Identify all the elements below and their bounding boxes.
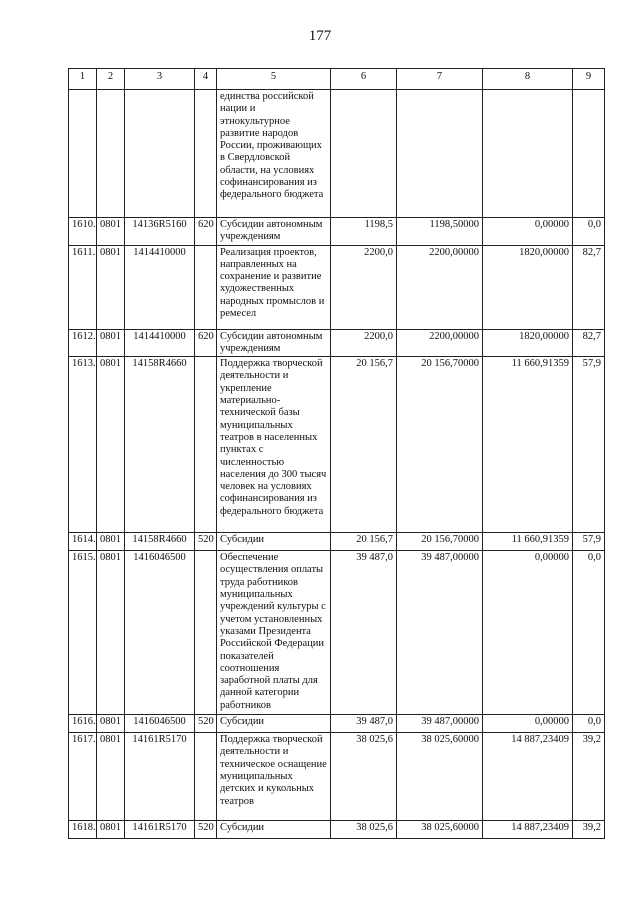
col-header-8: 8 bbox=[483, 69, 573, 90]
section-code: 0801 bbox=[97, 821, 125, 839]
planned-amount: 20 156,7 bbox=[331, 357, 397, 533]
expense-type-code: 620 bbox=[195, 329, 217, 357]
row-number: 1610. bbox=[69, 218, 97, 246]
row-number: 1617. bbox=[69, 733, 97, 821]
item-description: Поддержка творческой деятельности и укрепление материально-технической базы муниципальных театров в населенных пунктах с численностью населения до 300 тысяч человек на условиях софинансирования из федерального бюджета bbox=[217, 357, 331, 533]
item-description: Субсидии автономным учреждениям bbox=[217, 329, 331, 357]
target-article-code bbox=[125, 90, 195, 218]
table-row bbox=[69, 551, 605, 715]
item-description: Обеспечение осуществления оплаты труда работников муниципальных учреждений культуры с учетом установленных указами Президента Российской Федерации показателей соотношения заработной платы для данной категории работников bbox=[217, 551, 331, 715]
row-number: 1616. bbox=[69, 715, 97, 733]
table-row bbox=[69, 218, 605, 246]
col-header-7: 7 bbox=[397, 69, 483, 90]
table-row bbox=[69, 821, 605, 839]
approved-amount: 39 487,00000 bbox=[397, 551, 483, 715]
table-row bbox=[69, 715, 605, 733]
item-description: Субсидии bbox=[217, 821, 331, 839]
target-article-code: 1414410000 bbox=[125, 245, 195, 329]
col-header-1: 1 bbox=[69, 69, 97, 90]
expense-type-code bbox=[195, 245, 217, 329]
col-header-3: 3 bbox=[125, 69, 195, 90]
execution-percent: 57,9 bbox=[573, 357, 605, 533]
row-number: 1618. bbox=[69, 821, 97, 839]
executed-amount: 0,00000 bbox=[483, 715, 573, 733]
target-article-code: 14158R4660 bbox=[125, 533, 195, 551]
approved-amount bbox=[397, 90, 483, 218]
table-row bbox=[69, 329, 605, 357]
executed-amount: 1820,00000 bbox=[483, 329, 573, 357]
expense-type-code bbox=[195, 90, 217, 218]
section-code: 0801 bbox=[97, 551, 125, 715]
execution-percent: 82,7 bbox=[573, 245, 605, 329]
target-article-code: 1416046500 bbox=[125, 715, 195, 733]
col-header-6: 6 bbox=[331, 69, 397, 90]
planned-amount: 39 487,0 bbox=[331, 551, 397, 715]
executed-amount: 11 660,91359 bbox=[483, 357, 573, 533]
planned-amount bbox=[331, 90, 397, 218]
execution-percent: 57,9 bbox=[573, 533, 605, 551]
approved-amount: 38 025,60000 bbox=[397, 821, 483, 839]
approved-amount: 2200,00000 bbox=[397, 245, 483, 329]
expense-type-code bbox=[195, 733, 217, 821]
approved-amount: 39 487,00000 bbox=[397, 715, 483, 733]
table-row bbox=[69, 90, 605, 218]
target-article-code: 1416046500 bbox=[125, 551, 195, 715]
approved-amount: 2200,00000 bbox=[397, 329, 483, 357]
approved-amount: 20 156,70000 bbox=[397, 533, 483, 551]
col-header-9: 9 bbox=[573, 69, 605, 90]
executed-amount: 11 660,91359 bbox=[483, 533, 573, 551]
table-row bbox=[69, 533, 605, 551]
section-code: 0801 bbox=[97, 715, 125, 733]
row-number: 1615. bbox=[69, 551, 97, 715]
execution-percent: 39,2 bbox=[573, 821, 605, 839]
approved-amount: 1198,50000 bbox=[397, 218, 483, 246]
execution-percent: 82,7 bbox=[573, 329, 605, 357]
table-row bbox=[69, 245, 605, 329]
table-row bbox=[69, 733, 605, 821]
section-code: 0801 bbox=[97, 357, 125, 533]
item-description: Реализация проектов, направленных на сохранение и развитие художественных народных промыслов и ремесел bbox=[217, 245, 331, 329]
executed-amount: 14 887,23409 bbox=[483, 733, 573, 821]
section-code: 0801 bbox=[97, 218, 125, 246]
approved-amount: 20 156,70000 bbox=[397, 357, 483, 533]
planned-amount: 39 487,0 bbox=[331, 715, 397, 733]
row-number: 1613. bbox=[69, 357, 97, 533]
col-header-4: 4 bbox=[195, 69, 217, 90]
planned-amount: 20 156,7 bbox=[331, 533, 397, 551]
planned-amount: 38 025,6 bbox=[331, 821, 397, 839]
executed-amount: 0,00000 bbox=[483, 551, 573, 715]
section-code: 0801 bbox=[97, 533, 125, 551]
executed-amount: 14 887,23409 bbox=[483, 821, 573, 839]
expense-type-code bbox=[195, 357, 217, 533]
table-row bbox=[69, 357, 605, 533]
row-number: 1611. bbox=[69, 245, 97, 329]
execution-percent bbox=[573, 90, 605, 218]
item-description: Субсидии bbox=[217, 715, 331, 733]
target-article-code: 14136R5160 bbox=[125, 218, 195, 246]
col-header-2: 2 bbox=[97, 69, 125, 90]
planned-amount: 2200,0 bbox=[331, 245, 397, 329]
executed-amount: 1820,00000 bbox=[483, 245, 573, 329]
target-article-code: 14161R5170 bbox=[125, 821, 195, 839]
execution-percent: 39,2 bbox=[573, 733, 605, 821]
header-row bbox=[69, 69, 605, 90]
planned-amount: 38 025,6 bbox=[331, 733, 397, 821]
expense-type-code: 620 bbox=[195, 218, 217, 246]
table-body bbox=[69, 90, 605, 839]
row-number: 1612. bbox=[69, 329, 97, 357]
execution-percent: 0,0 bbox=[573, 715, 605, 733]
item-description: единства российской нации и этнокультурное развитие народов России, проживающих в Свердловской области, на условиях софинансирования из федерального бюджета bbox=[217, 90, 331, 218]
row-number: 1614. bbox=[69, 533, 97, 551]
expense-type-code: 520 bbox=[195, 821, 217, 839]
page-number: 177 bbox=[308, 28, 332, 44]
item-description: Субсидии автономным учреждениям bbox=[217, 218, 331, 246]
target-article-code: 1414410000 bbox=[125, 329, 195, 357]
execution-percent: 0,0 bbox=[573, 551, 605, 715]
row-number bbox=[69, 90, 97, 218]
col-header-5: 5 bbox=[217, 69, 331, 90]
expense-type-code: 520 bbox=[195, 715, 217, 733]
section-code bbox=[97, 90, 125, 218]
target-article-code: 14158R4660 bbox=[125, 357, 195, 533]
item-description: Субсидии bbox=[217, 533, 331, 551]
section-code: 0801 bbox=[97, 733, 125, 821]
section-code: 0801 bbox=[97, 245, 125, 329]
planned-amount: 2200,0 bbox=[331, 329, 397, 357]
target-article-code: 14161R5170 bbox=[125, 733, 195, 821]
executed-amount bbox=[483, 90, 573, 218]
execution-percent: 0,0 bbox=[573, 218, 605, 246]
expense-type-code: 520 bbox=[195, 533, 217, 551]
executed-amount: 0,00000 bbox=[483, 218, 573, 246]
planned-amount: 1198,5 bbox=[331, 218, 397, 246]
budget-table bbox=[68, 68, 605, 839]
item-description: Поддержка творческой деятельности и техническое оснащение муниципальных детских и кукольных театров bbox=[217, 733, 331, 821]
approved-amount: 38 025,60000 bbox=[397, 733, 483, 821]
expense-type-code bbox=[195, 551, 217, 715]
section-code: 0801 bbox=[97, 329, 125, 357]
